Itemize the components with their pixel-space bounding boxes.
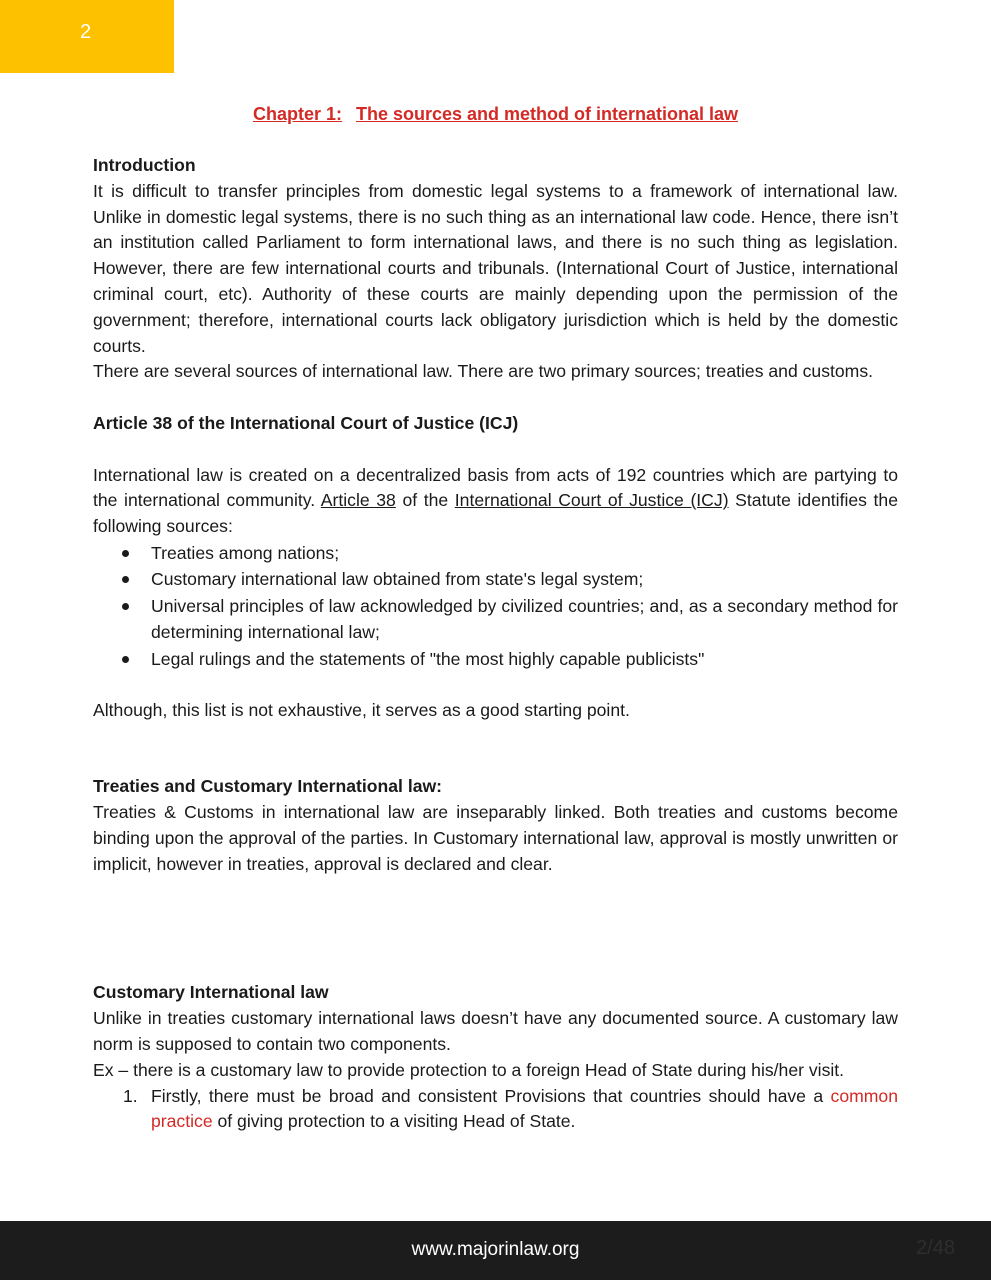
treaties-heading: Treaties and Customary International law: bbox=[93, 776, 443, 797]
page-number-badge bbox=[0, 0, 174, 73]
list-item: Legal rulings and the statements of "the most highly capable publicists" bbox=[93, 646, 898, 673]
article38-heading: Article 38 of the International Court of Justice (ICJ) bbox=[93, 412, 519, 433]
item-text-b: of giving protection to a visiting Head of State. bbox=[212, 1111, 576, 1132]
customary-paragraph-1: Unlike in treaties customary international laws doesn’t have any documented source. A customary law norm is supposed to contain two components. bbox=[93, 1008, 898, 1055]
article38-closing: Although, this list is not exhaustive, it serves as a good starting point. bbox=[93, 700, 630, 721]
list-number: 1. bbox=[123, 1085, 138, 1106]
chapter-label: Chapter 1: bbox=[252, 104, 342, 124]
article38-text-b: of the bbox=[395, 490, 455, 511]
intro-paragraph-1: It is difficult to transfer principles from domestic legal systems to a framework of international law. Unlike in domestic legal systems, there is no such thing as an international law code. Hence, there isn’t an institution called Parliament to form international laws, and there is no such thing as legislation. However, there are few international courts and tribunals. (International Court of Justice, international criminal court, etc). Authority of these courts are mainly depending upon the permission of the government; therefore, international courts lack obligatory jurisdiction which is held by the domestic courts. bbox=[93, 180, 898, 356]
chapter-title bbox=[0, 104, 991, 125]
article38-text-c: Statute identifies the following sources: bbox=[93, 490, 899, 537]
item-text-a: Firstly, there must be broad and consistent Provisions that countries should have a bbox=[151, 1085, 831, 1106]
article38-text-a: International law is created on a decentralized basis from acts of 192 countries which are partying to the international community. bbox=[93, 464, 898, 511]
footer-bar bbox=[0, 1221, 991, 1280]
list-item: Universal principles of law acknowledged by civilized countries; and, as a secondary method for determining international law; bbox=[93, 593, 898, 646]
page-number: 2 bbox=[80, 21, 92, 43]
list-item: Customary international law obtained from state's legal system; bbox=[93, 566, 898, 593]
icj-link[interactable]: International Court of Justice (ICJ) bbox=[454, 490, 729, 511]
components-list bbox=[93, 1084, 898, 1136]
intro-paragraph-2: There are several sources of international law. There are two primary sources; treaties and customs. bbox=[93, 361, 874, 382]
sources-list bbox=[93, 540, 898, 673]
document-body bbox=[93, 153, 898, 1135]
article38-paragraph bbox=[93, 463, 898, 540]
customary-heading: Customary International law bbox=[93, 982, 329, 1003]
list-item: Treaties among nations; bbox=[93, 540, 898, 567]
customary-paragraph-2: Ex – there is a customary law to provide protection to a foreign Head of State during his/her visit. bbox=[93, 1059, 845, 1080]
highlight-common-practice: common practice bbox=[151, 1085, 898, 1132]
list-item bbox=[93, 1084, 898, 1136]
chapter-title-text: The sources and method of international law bbox=[355, 104, 739, 124]
page-watermark: 2/48 bbox=[916, 1237, 955, 1259]
article38-link[interactable]: Article 38 bbox=[320, 490, 396, 511]
treaties-paragraph: Treaties & Customs in international law are inseparably linked. Both treaties and customs become binding upon the approval of the parties. In Customary international law, approval is mostly unwritten or implicit, however in treaties, approval is declared and clear. bbox=[93, 802, 898, 874]
intro-heading: Introduction bbox=[93, 155, 196, 175]
footer-url[interactable]: www.majorinlaw.org bbox=[411, 1239, 580, 1260]
